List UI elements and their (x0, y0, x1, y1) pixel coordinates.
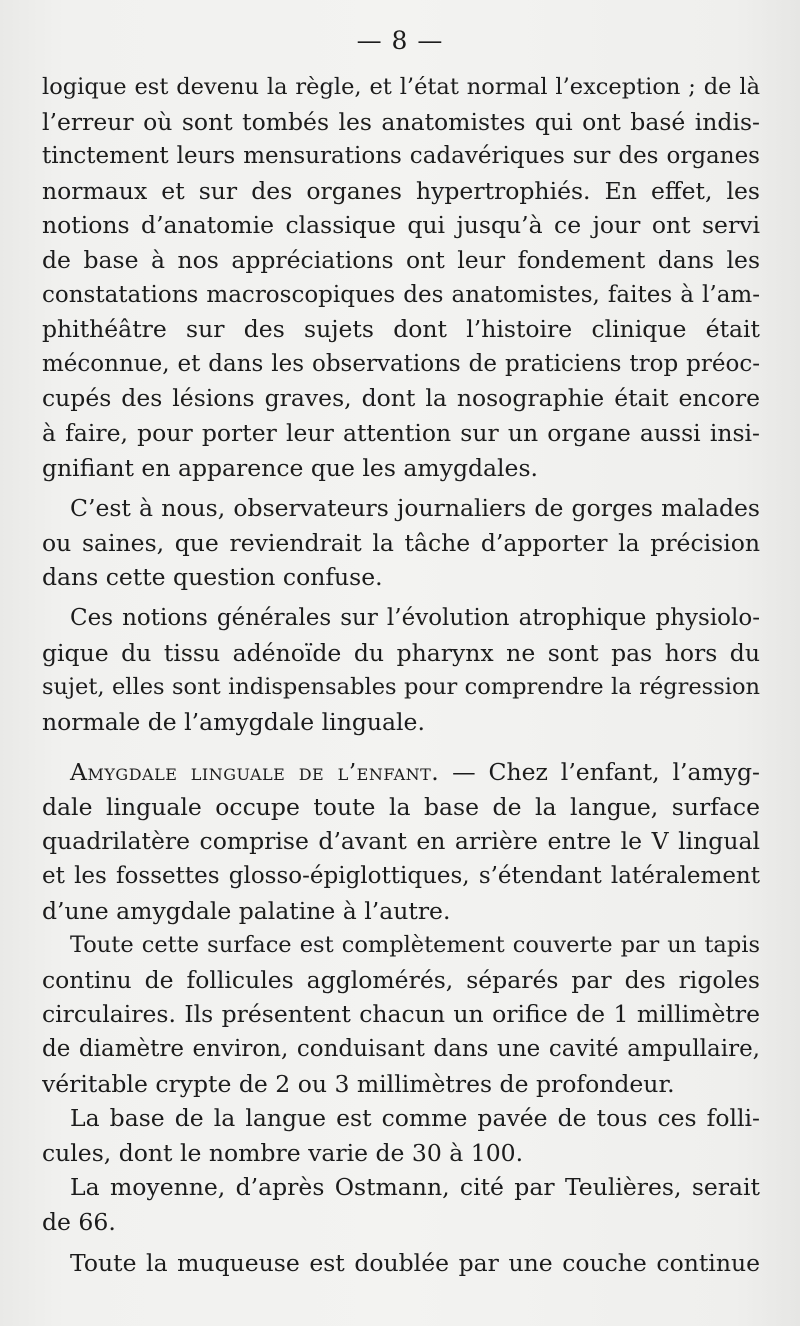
text-line: logique est devenu la règle, et l’état normal l’exception ; de là (42, 74, 760, 100)
text-line: constatations macroscopiques des anatomistes, faites à l’am- (42, 281, 760, 308)
text-line: circulaires. Ils présentent chacun un orifice de 1 millimètre (42, 1000, 760, 1029)
text-line: sujet, elles sont indispensables pour comprendre la régression (42, 674, 760, 701)
text-line: ou saines, que reviendrait la tâche d’apporter la précision (42, 528, 760, 557)
section-heading: Amygdale linguale de l’enfant. (70, 758, 440, 787)
text-line: notions d’anatomie classique qui jusqu’à ce jour ont servi (42, 211, 760, 240)
text-line: quadrilatère comprise d’avant en arrière entre le V lingual (42, 827, 760, 856)
text-line: Ces notions générales sur l’évolution atrophique physiolo- (70, 604, 760, 631)
text-line: de diamètre environ, conduisant dans une cavité ampullaire, (42, 1036, 760, 1063)
paragraph (42, 755, 760, 928)
text-line: de base à nos appréciations ont leur fondement dans les (42, 245, 760, 274)
paragraph (42, 1246, 760, 1281)
page-number: — 8 — (356, 26, 444, 55)
body-text (42, 70, 760, 1280)
paragraph (42, 491, 760, 595)
text-line: à faire, pour porter leur attention sur un organe aussi insi- (42, 418, 760, 447)
text-line: Toute la muqueuse est doublée par une couche continue (70, 1248, 760, 1277)
text-line: continu de follicules agglomérés, séparés par des rigoles (42, 965, 760, 994)
text-line: de 66. (42, 1208, 116, 1236)
text-line: méconnue, et dans les observations de praticiens trop préoc- (42, 350, 760, 377)
paragraph (42, 1101, 760, 1170)
text-line: gique du tissu adénoïde du pharynx ne sont pas hors du (42, 638, 760, 667)
text-line: dans cette question confuse. (42, 563, 383, 592)
text-line: phithéâtre sur des sujets dont l’histoire clinique était (42, 315, 760, 344)
text-line: normaux et sur des organes hypertrophiés. En effet, les (42, 176, 760, 205)
text-line: d’une amygdale palatine à l’autre. (42, 896, 451, 925)
text-line: gnifiant en apparence que les amygdales. (42, 453, 538, 482)
paragraph (42, 70, 760, 485)
text-line: C’est à nous, observateurs journaliers de gorges malades (70, 494, 760, 523)
text-line: dale linguale occupe toute la base de la langue, surface (42, 792, 760, 821)
text-line: normale de l’amygdale linguale. (42, 707, 425, 736)
text-line: véritable crypte de 2 ou 3 millimètres de profondeur. (42, 1069, 675, 1098)
paragraph (42, 601, 760, 739)
text-line: La base de la langue est comme pavée de tous ces folli- (70, 1104, 760, 1133)
text-line: Toute cette surface est complètement couverte par un tapis (70, 932, 760, 959)
text-line: La moyenne, d’après Ostmann, cité par Teulières, serait (70, 1173, 760, 1202)
paragraph (42, 1170, 760, 1239)
text-line: l’erreur où sont tombés les anatomistes qui ont basé indis- (42, 107, 760, 136)
text-line: cules, dont le nombre varie de 30 à 100. (42, 1138, 524, 1167)
text-line (42, 755, 760, 790)
text-line: tinctement leurs mensurations cadavériques sur des organes (42, 143, 760, 170)
heading-continuation: — Chez l’enfant, l’amyg- (439, 758, 760, 787)
text-line: cupés des lésions graves, dont la nosographie était encore (42, 384, 760, 413)
text-line: et les fossettes glosso-épiglottiques, s’étendant latéralement (42, 863, 760, 890)
paragraph (42, 928, 760, 1101)
